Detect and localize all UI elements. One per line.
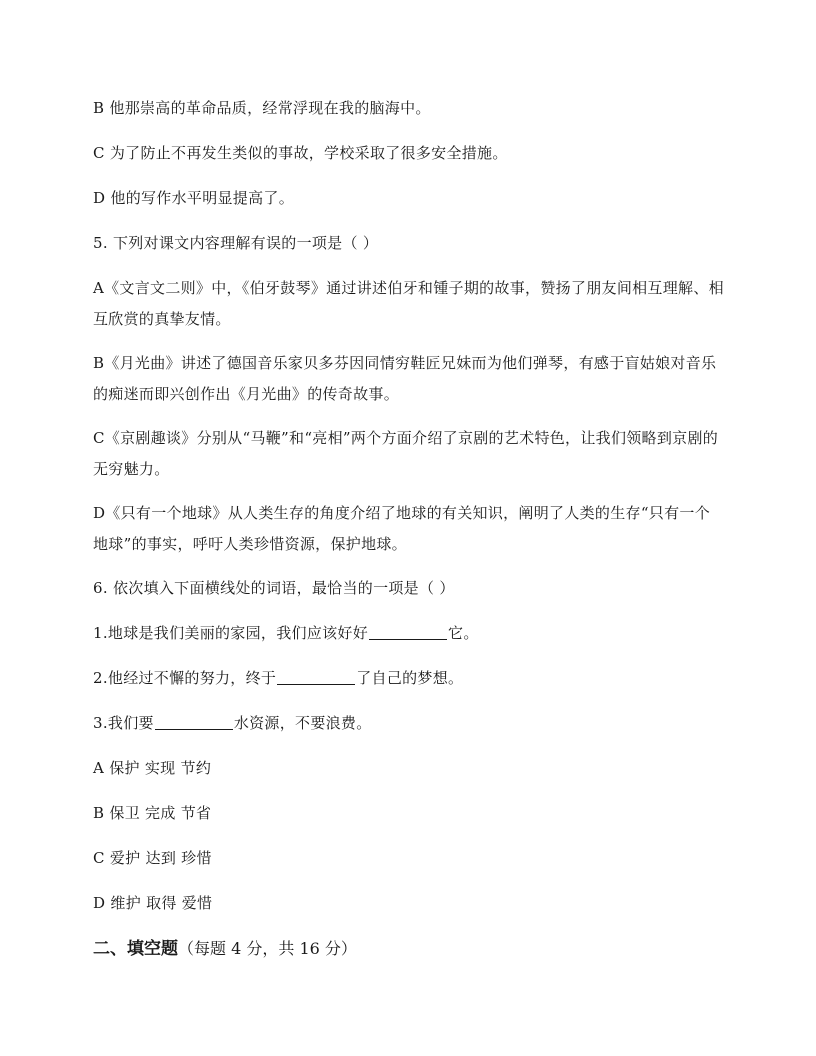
section-2-heading: [93, 933, 725, 965]
page-content: [93, 93, 725, 965]
prev-option-d: D 他的写作水平明显提高了。: [93, 189, 294, 207]
prev-option-b: B 他那崇高的革命品质，经常浮现在我的脑海中。: [93, 99, 431, 117]
fill-blank-1: [369, 621, 447, 640]
question-6-sentence-1: [93, 618, 725, 649]
question-6-stem: 6. 依次填入下面横线处的词语，最恰当的一项是（ ）: [93, 579, 455, 597]
sentence-2-after: 了自己的梦想。: [356, 669, 464, 687]
sentence-2-before: 2.他经过不懈的努力，终于: [93, 669, 277, 687]
sentence-3-after: 水资源，不要浪费。: [233, 714, 372, 732]
question-5-option-a: A《文言文二则》中，《伯牙鼓琴》通过讲述伯牙和锺子期的故事，赞扬了朋友间相互理解、相互欣赏的真挚友情。: [93, 279, 724, 328]
question-5-stem: 5. 下列对课文内容理解有误的一项是（ ）: [93, 234, 379, 252]
sentence-1-after: 它。: [448, 624, 479, 642]
prev-option-c: C 为了防止不再发生类似的事故，学校采取了很多安全措施。: [93, 144, 508, 162]
question-6-sentence-2: [93, 663, 725, 694]
question-6-option-c: C 爱护 达到 珍惜: [93, 849, 212, 867]
question-6-option-a: A 保护 实现 节约: [93, 759, 212, 777]
question-6-option-b: B 保卫 完成 节省: [93, 804, 212, 822]
sentence-1-before: 1.地球是我们美丽的家园，我们应该好好: [93, 624, 369, 642]
fill-blank-2: [277, 666, 355, 685]
sentence-3-before: 3.我们要: [93, 714, 154, 732]
fill-blank-3: [155, 711, 233, 730]
question-6-sentence-3: [93, 708, 725, 739]
section-2-title: 二、填空题: [93, 939, 178, 959]
question-5-option-b: B《月光曲》讲述了德国音乐家贝多芬因同情穷鞋匠兄妹而为他们弹琴，有感于盲姑娘对音乐的痴迷而即兴创作出《月光曲》的传奇故事。: [93, 354, 717, 403]
section-2-score-note: （每题 4 分，共 16 分）: [178, 939, 357, 958]
question-6-option-d: D 维护 取得 爱惜: [93, 894, 213, 912]
question-5-option-d: D《只有一个地球》从人类生存的角度介绍了地球的有关知识，阐明了人类的生存“只有一个地球”的事实，呼吁人类珍惜资源，保护地球。: [93, 504, 710, 553]
question-5-option-c: C《京剧趣谈》分别从“马鞭”和“亮相”两个方面介绍了京剧的艺术特色，让我们领略到京剧的无穷魅力。: [93, 429, 719, 478]
